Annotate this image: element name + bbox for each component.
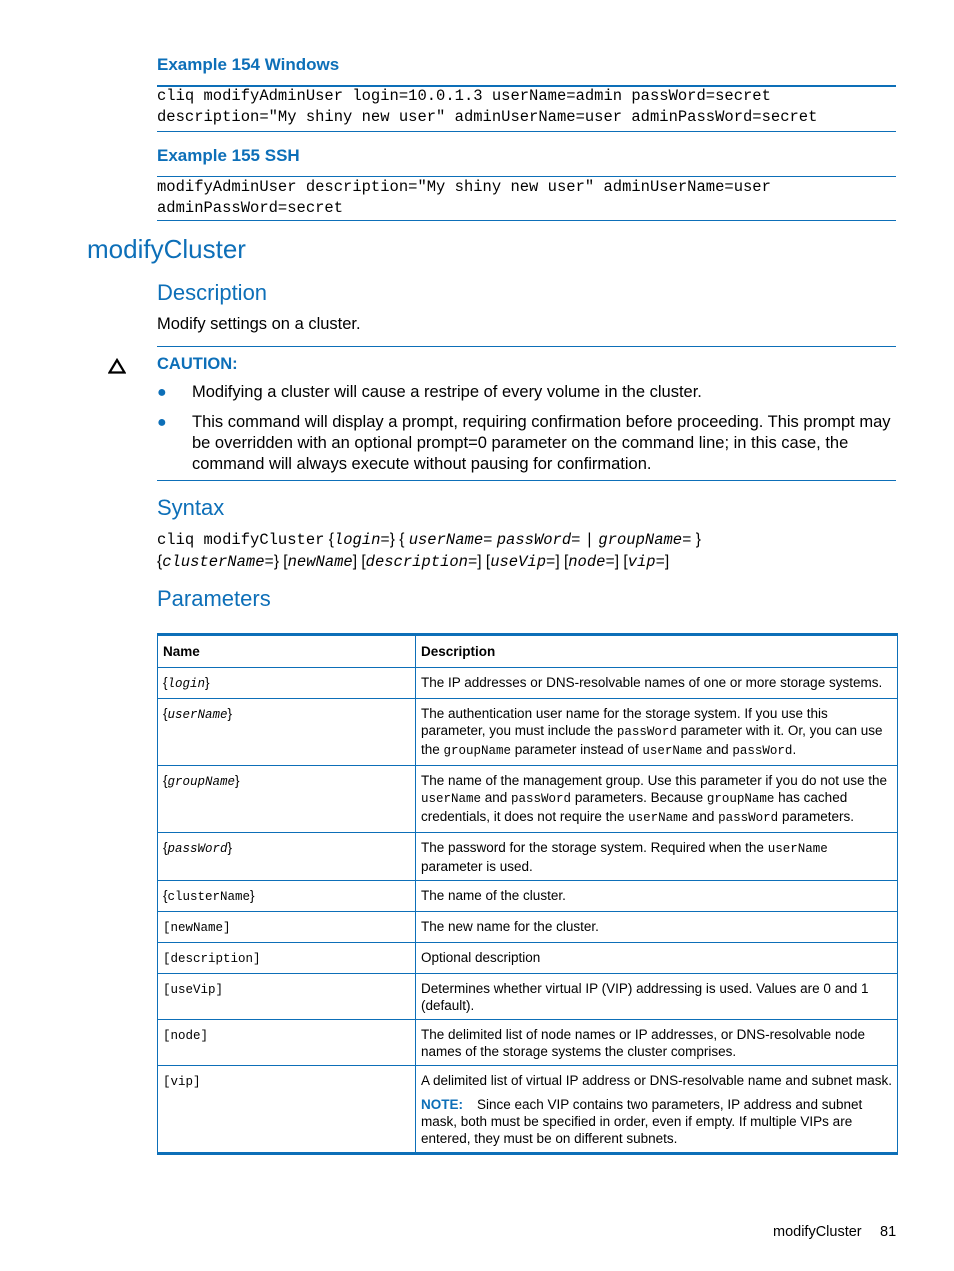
param-name bbox=[158, 974, 416, 1020]
param-description bbox=[416, 833, 898, 881]
param-code: userName bbox=[167, 708, 228, 722]
table-row bbox=[158, 1066, 898, 1154]
code-line: cliq modifyAdminUser login=10.0.1.3 userName=admin passWord=secret bbox=[157, 87, 771, 105]
syntax-param: node= bbox=[568, 553, 615, 571]
param-code: [newName] bbox=[163, 921, 231, 935]
divider bbox=[157, 131, 896, 132]
caution-triangle-icon bbox=[108, 358, 126, 374]
divider bbox=[157, 346, 896, 347]
param-description: The name of the cluster. bbox=[416, 881, 898, 912]
param-code: [node] bbox=[163, 1029, 209, 1043]
param-description bbox=[416, 766, 898, 833]
param-code: [description] bbox=[163, 952, 261, 966]
note bbox=[421, 1096, 892, 1147]
example-155-code bbox=[157, 177, 896, 219]
table-row bbox=[158, 699, 898, 766]
inline-code: userName bbox=[628, 811, 689, 825]
param-code: login bbox=[167, 677, 206, 691]
table-row bbox=[158, 668, 898, 699]
inline-code: userName bbox=[642, 744, 703, 758]
inline-code: userName bbox=[767, 842, 828, 856]
code-line: adminPassWord=secret bbox=[157, 199, 344, 217]
param-description: The new name for the cluster. bbox=[416, 912, 898, 943]
param-code: passWord bbox=[167, 842, 228, 856]
desc-text: and bbox=[481, 790, 512, 805]
note-text: Since each VIP contains two parameters, IP address and subnet mask, both must be specified in order, even if empty. If multiple VIPs are entered, they must be on different subnets. bbox=[421, 1097, 863, 1146]
desc-text: A delimited list of virtual IP address or DNS-resolvable name and subnet mask. bbox=[421, 1073, 892, 1088]
table-row bbox=[158, 912, 898, 943]
table-row bbox=[158, 943, 898, 974]
table-row bbox=[158, 881, 898, 912]
caution-label: CAUTION: bbox=[157, 355, 238, 373]
param-name: {clusterName} bbox=[158, 881, 416, 912]
desc-text: and bbox=[688, 809, 719, 824]
table-header-row bbox=[158, 635, 898, 668]
code-line: modifyAdminUser description="My shiny new user" adminUserName=user bbox=[157, 178, 771, 196]
inline-code: userName bbox=[421, 792, 482, 806]
param-name bbox=[158, 912, 416, 943]
code-line: description="My shiny new user" adminUserName=user adminPassWord=secret bbox=[157, 108, 818, 126]
table-row bbox=[158, 766, 898, 833]
column-header-name: Name bbox=[158, 635, 416, 668]
param-description: Optional description bbox=[416, 943, 898, 974]
param-description bbox=[416, 1066, 898, 1154]
syntax-param: description= bbox=[365, 553, 478, 571]
desc-text: parameters. Because bbox=[571, 790, 707, 805]
inline-code: passWord bbox=[718, 811, 779, 825]
syntax-param: vip= bbox=[627, 553, 665, 571]
parameters-heading: Parameters bbox=[157, 586, 271, 611]
syntax-param: passWord= bbox=[496, 531, 581, 549]
page-number: 81 bbox=[880, 1224, 897, 1240]
desc-text: parameters. bbox=[778, 809, 854, 824]
caution-bullet: Modifying a cluster will cause a restripe of every volume in the cluster. bbox=[192, 383, 702, 401]
param-code: clusterName bbox=[167, 890, 251, 904]
desc-text: . bbox=[792, 742, 797, 757]
param-description: Determines whether virtual IP (VIP) addressing is used. Values are 0 and 1 (default). bbox=[416, 974, 898, 1020]
syntax-param: login= bbox=[333, 531, 390, 549]
bullet-icon: ● bbox=[157, 414, 167, 431]
desc-text: parameter with it. Or, you can use the bbox=[421, 723, 883, 757]
example-154-title: Example 154 Windows bbox=[157, 55, 340, 74]
desc-text: and bbox=[702, 742, 733, 757]
table-row bbox=[158, 833, 898, 881]
param-name bbox=[158, 943, 416, 974]
syntax-param: groupName= bbox=[598, 531, 692, 549]
footer-title: modifyCluster bbox=[773, 1224, 862, 1240]
section-title: modifyCluster bbox=[87, 234, 246, 264]
syntax-param: newName bbox=[287, 553, 353, 571]
example-155-title: Example 155 SSH bbox=[157, 146, 300, 165]
table-row bbox=[158, 1020, 898, 1066]
syntax-param: clusterName= bbox=[162, 553, 274, 571]
desc-text: The authentication user name for the storage system. If you use this parameter, you must include the bbox=[421, 706, 828, 738]
param-name: {groupName} bbox=[158, 766, 416, 833]
param-description bbox=[416, 699, 898, 766]
param-name: {passWord} bbox=[158, 833, 416, 881]
param-code: groupName bbox=[167, 775, 236, 789]
inline-code: groupName bbox=[706, 792, 775, 806]
param-code: [useVip] bbox=[163, 983, 224, 997]
param-description: The IP addresses or DNS-resolvable names of one or more storage systems. bbox=[416, 668, 898, 699]
example-154-code bbox=[157, 86, 896, 128]
divider bbox=[157, 480, 896, 481]
param-code: [vip] bbox=[163, 1075, 201, 1089]
syntax-line: cliq modifyCluster {login=} { userName= passWord= | groupName= } {clusterName=} [newName] [description=] [useVip=] [node=] [vip=] bbox=[157, 531, 701, 571]
param-name bbox=[158, 1020, 416, 1066]
description-heading: Description bbox=[157, 280, 268, 305]
divider bbox=[157, 220, 896, 221]
parameters-table bbox=[157, 633, 898, 1155]
inline-code: groupName bbox=[443, 744, 512, 758]
column-header-description: Description bbox=[416, 635, 898, 668]
syntax-param: userName= bbox=[408, 531, 493, 549]
table-row bbox=[158, 974, 898, 1020]
desc-text: parameter instead of bbox=[511, 742, 643, 757]
description-text: Modify settings on a cluster. bbox=[157, 315, 361, 333]
desc-text: The name of the management group. Use this parameter if you do not use the bbox=[421, 773, 888, 788]
param-name: {userName} bbox=[158, 699, 416, 766]
bullet-icon: ● bbox=[157, 384, 167, 401]
desc-text: The password for the storage system. Required when the bbox=[421, 840, 768, 855]
desc-text: has cached credentials, it does not require the bbox=[421, 790, 848, 824]
note-label: NOTE: bbox=[421, 1097, 463, 1112]
param-name bbox=[158, 1066, 416, 1154]
desc-text: parameter is used. bbox=[421, 859, 533, 874]
param-name: {login} bbox=[158, 668, 416, 699]
inline-code: passWord bbox=[732, 744, 793, 758]
syntax-heading: Syntax bbox=[157, 495, 225, 520]
syntax-command: cliq modifyCluster bbox=[157, 531, 325, 549]
param-description: The delimited list of node names or IP addresses, or DNS-resolvable node names of the storage systems the cluster comprises. bbox=[416, 1020, 898, 1066]
inline-code: passWord bbox=[616, 725, 677, 739]
inline-code: passWord bbox=[511, 792, 572, 806]
syntax-separator: | bbox=[584, 531, 595, 549]
syntax-param: useVip= bbox=[490, 553, 556, 571]
caution-bullet: This command will display a prompt, requiring confirmation before proceeding. This prompt may be overridden with an optional prompt=0 parameter on the command line; in this case, the command will always execute without pausing for confirmation. bbox=[192, 413, 891, 473]
